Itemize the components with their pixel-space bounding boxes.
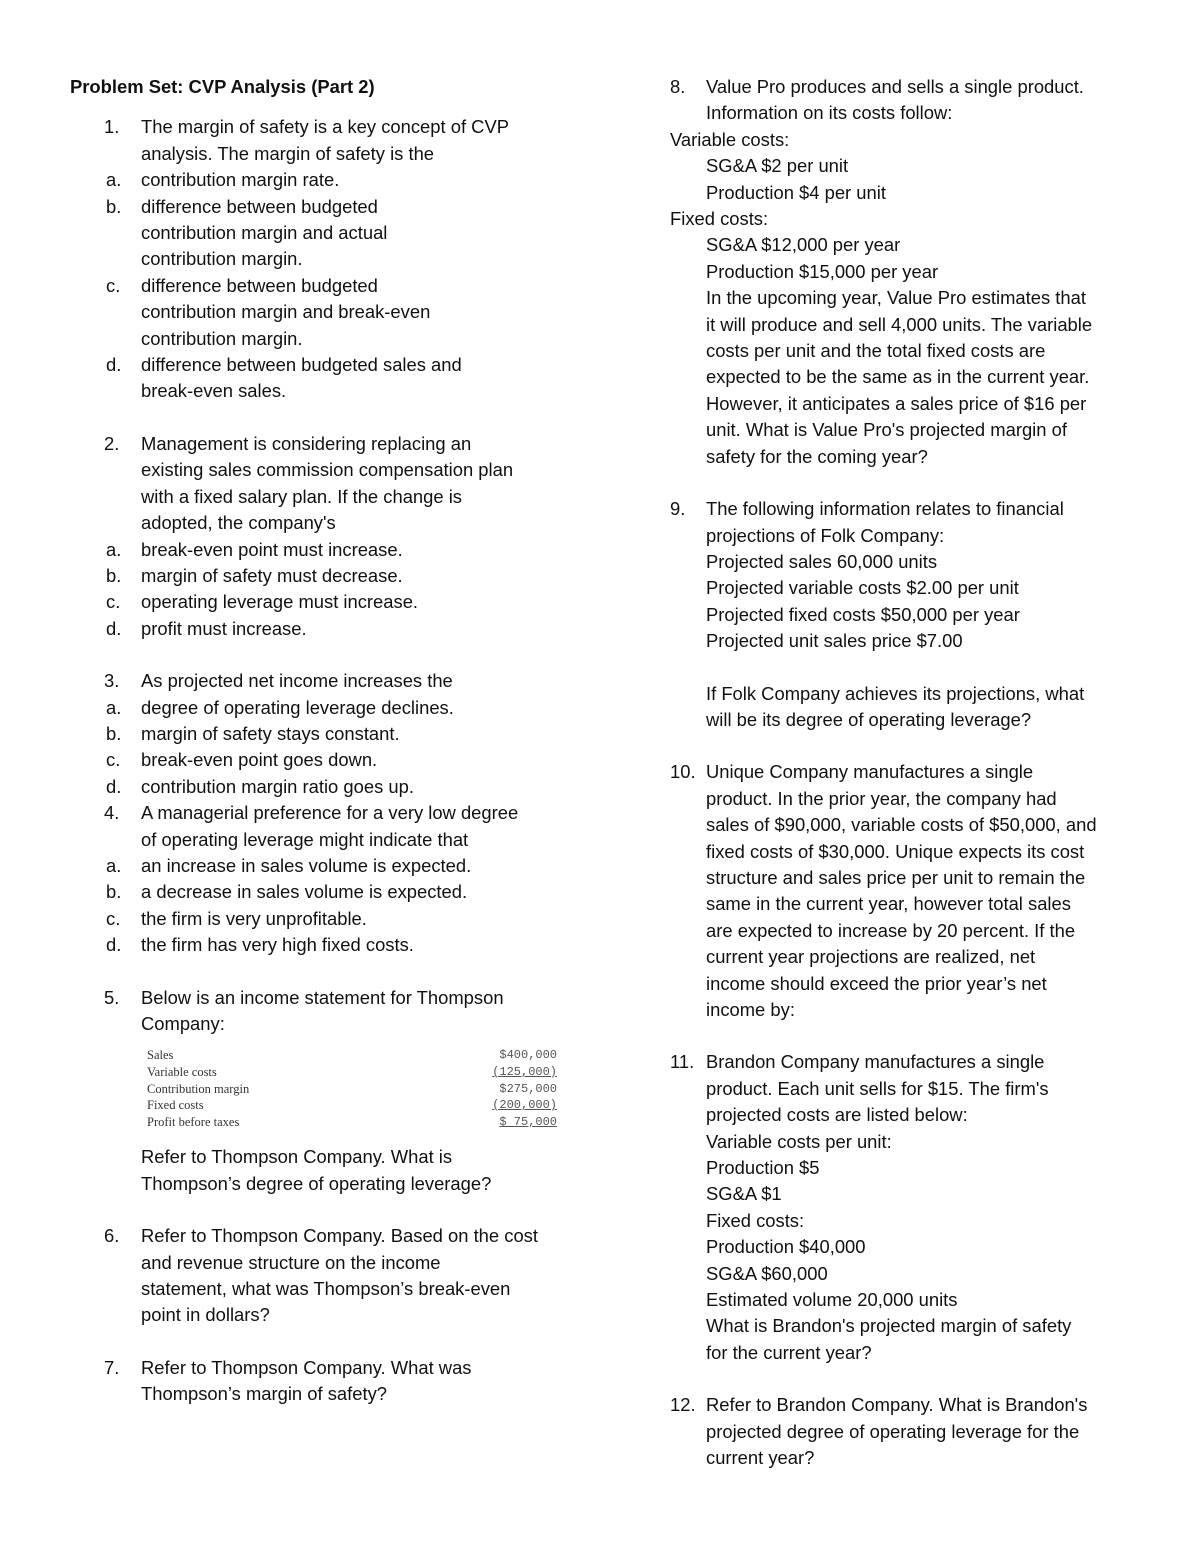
question-10 bbox=[670, 759, 1140, 1023]
question-4 bbox=[70, 800, 570, 853]
question-number: 3. bbox=[104, 670, 120, 692]
statement-row: Variable costs (125,000) bbox=[147, 1065, 557, 1079]
question-12 bbox=[670, 1392, 1140, 1471]
option-3b: b. margin of safety stays constant. bbox=[106, 722, 400, 744]
question-5 bbox=[70, 985, 570, 1198]
option-4b: b. a decrease in sales volume is expected. bbox=[106, 881, 468, 903]
question-8-body: Variable costs: SG&A $2 per unit Production $4 per unit Fixed costs: SG&A $12,000 per year Production $15,000 per year In the upcoming year, Value Pro estimates that it will produce and sell 4,000 units. The variable costs per unit and the total fixed costs are expected to be the same as in the current year. However, it anticipates a sales price of $16 per unit. What is Value Pro's projected margin of safety for the coming year? bbox=[670, 128, 1093, 467]
option-3d: d. contribution margin ratio goes up. bbox=[106, 775, 414, 797]
right-column bbox=[670, 74, 1140, 1472]
question-number: 2. bbox=[104, 432, 120, 454]
question-number: 12. bbox=[670, 1394, 696, 1416]
question-number: 1. bbox=[104, 116, 120, 138]
question-number: 8. bbox=[670, 76, 686, 97]
option-4d: d. the firm has very high fixed costs. bbox=[106, 934, 414, 956]
option-2a: a. break-even point must increase. bbox=[106, 538, 403, 560]
question-6 bbox=[70, 1223, 570, 1329]
question-11 bbox=[670, 1049, 1140, 1366]
statement-row: Contribution margin $275,000 bbox=[147, 1081, 557, 1096]
question-text: Refer to Brandon Company. What is Brandon's projected degree of operating leverage for the current year? bbox=[706, 1394, 1088, 1469]
statement-row: Fixed costs (200,000) bbox=[147, 1098, 557, 1113]
question-text: Refer to Thompson Company. What was Thompson’s margin of safety? bbox=[141, 1356, 472, 1405]
statement-row: Sales $400,000 bbox=[147, 1048, 557, 1063]
option-4a: a. an increase in sales volume is expected. bbox=[106, 854, 472, 876]
question-text: The margin of safety is a key concept of CVP analysis. The margin of safety is the bbox=[141, 116, 509, 164]
question-text: The following information relates to financial projections of Folk Company: Projected sales 60,000 units Projected variable costs $2.00 per unit Projected fixed costs $50,000 per year Projected unit sales price $7.00 bbox=[706, 498, 1064, 652]
question-text: Unique Company manufactures a single product. In the prior year, the company had sales of $90,000, variable costs of $50,000, and fixed costs of $30,000. Unique expects its cost structure and sales price per unit to remain the same in the current year, however total sales are expected to increase by 20 percent. If the current year projections are realized, net income should exceed the prior year’s net income by: bbox=[706, 761, 1097, 1020]
question-number: 6. bbox=[104, 1225, 120, 1247]
question-1 bbox=[70, 114, 570, 167]
question-text: A managerial preference for a very low degree of operating leverage might indicate that bbox=[141, 802, 519, 850]
question-number: 10. bbox=[670, 761, 696, 783]
option-2d: d. profit must increase. bbox=[106, 617, 307, 639]
question-text: As projected net income increases the bbox=[141, 670, 453, 692]
option-1d: d. difference between budgeted sales and break-even sales. bbox=[106, 354, 462, 402]
question-number: 9. bbox=[670, 498, 686, 520]
question-8 bbox=[670, 74, 1140, 127]
question-text: Management is considering replacing an existing sales commission compensation plan with a fixed salary plan. If the change is adopted, the company's bbox=[141, 432, 514, 534]
option-2b: b. margin of safety must decrease. bbox=[106, 564, 403, 586]
question-text: Value Pro produces and sells a single product. Information on its costs follow: bbox=[706, 76, 1084, 124]
statement-row: Profit before taxes $ 75,000 bbox=[147, 1114, 557, 1129]
option-3c: c. break-even point goes down. bbox=[106, 749, 378, 771]
question-text: Brandon Company manufactures a single product. Each unit sells for $15. The firm's projected costs are listed below: Variable costs per unit: Production $5 SG&A $1 Fixed costs: Production $40,000 SG&A $60,000 Estimated volume 20,000 units What is Brandon's projected margin of safety for the current year? bbox=[706, 1051, 1072, 1363]
option-4c: c. the firm is very unprofitable. bbox=[106, 907, 367, 929]
option-1a: a. contribution margin rate. bbox=[106, 169, 340, 191]
page-title: Problem Set: CVP Analysis (Part 2) bbox=[70, 76, 375, 97]
question-followup: If Folk Company achieves its projections, what will be its degree of operating leverage? bbox=[706, 682, 1085, 730]
left-column bbox=[70, 74, 570, 1408]
question-number: 11. bbox=[670, 1051, 695, 1073]
question-9 bbox=[670, 496, 1140, 733]
question-text: Below is an income statement for Thompson Company: bbox=[141, 986, 504, 1034]
question-number: 7. bbox=[104, 1356, 120, 1378]
option-2c: c. operating leverage must increase. bbox=[106, 591, 419, 613]
question-number: 5. bbox=[104, 986, 120, 1008]
question-text: Refer to Thompson Company. Based on the cost and revenue structure on the income statement, what was Thompson’s break-even point in dollars? bbox=[141, 1225, 538, 1326]
option-3a: a. degree of operating leverage declines. bbox=[106, 696, 454, 718]
option-1c: c. difference between budgeted contribution margin and break-even contribution margin. bbox=[106, 274, 431, 349]
question-7 bbox=[70, 1355, 570, 1408]
question-3 bbox=[70, 668, 570, 694]
question-number: 4. bbox=[104, 802, 120, 824]
question-2 bbox=[70, 431, 570, 537]
income-statement bbox=[147, 1047, 557, 1130]
question-followup: Refer to Thompson Company. What is Thompson’s degree of operating leverage? bbox=[141, 1146, 492, 1194]
option-1b: b. difference between budgeted contribution margin and actual contribution margin. bbox=[106, 195, 388, 270]
